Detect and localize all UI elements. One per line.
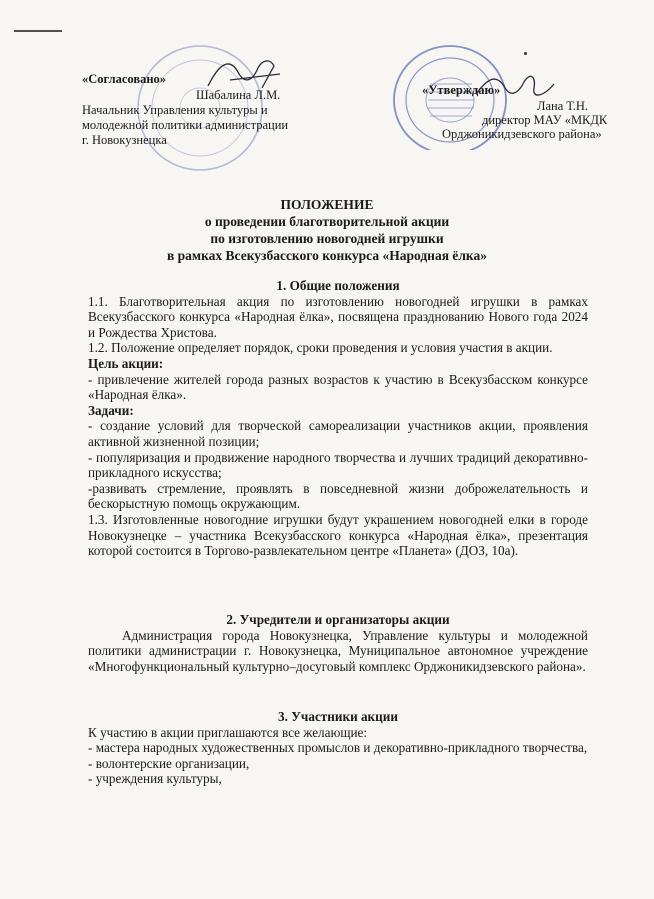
participants-intro: К участию в акции приглашаются все желающие: xyxy=(88,724,368,740)
title-line-2: о проведении благотворительной акции xyxy=(204,214,450,229)
approval-left-signer: Шабалина Л.М. xyxy=(196,88,281,102)
approval-right-position-1: директор МАУ «МКДК xyxy=(482,113,608,127)
scan-artifact-dot xyxy=(524,52,527,55)
goal-text: - привлечение жителей города разных возрастов к участию в Всекузбасском конкурсе «Народная ёлка». xyxy=(88,371,588,403)
section-2 xyxy=(88,612,588,674)
approval-right-signer: Лана Т.Н. xyxy=(537,99,589,113)
title-line-4: в рамках Всекузбасского конкурса «Народная ёлка» xyxy=(166,248,488,263)
participant-item: - мастера народных художественных промыслов и декоративно-прикладного творчества, xyxy=(88,740,588,756)
section-3-heading: 3. Участники акции xyxy=(278,709,398,724)
paragraph-1-3: 1.3. Изготовленные новогодние игрушки будут украшением новогодней елки в городе Новокузнецке – участника Всекузбасского конкурса «Народная ёлка», презентация которой состоится в Торгово-развлекательном центре «Планета» (ДОЗ, 10а). xyxy=(88,511,588,559)
approval-left-position-3: г. Новокузнецка xyxy=(82,133,167,147)
paragraph-1-2: 1.2. Положение определяет порядок, сроки проведения и условия участия в акции. xyxy=(88,340,553,356)
task-item: - создание условий для творческой самореализации участников акции, проявления активной жизненной позиции; xyxy=(88,418,588,449)
task-item: -развивать стремление, проявлять в повседневной жизни доброжелательность и бескорыстную помощь окружающим. xyxy=(88,480,588,512)
approval-left-position-1: Начальник Управления культуры и xyxy=(82,103,268,117)
approval-left-position-2: молодежной политики администрации xyxy=(82,118,289,132)
section-3 xyxy=(88,709,588,787)
task-item: - популяризация и продвижение народного творчества и лучших традиций декоративно-прикладного искусства; xyxy=(88,449,588,481)
title-line-3: по изготовлению новогодней игрушки xyxy=(210,231,444,246)
participant-item: - волонтерские организации, xyxy=(88,755,250,771)
tasks-heading: Задачи: xyxy=(88,402,134,418)
approval-right-label: «Утверждаю» xyxy=(422,83,501,97)
approval-left-label: «Согласовано» xyxy=(82,72,167,86)
section-1-heading: 1. Общие положения xyxy=(276,278,400,293)
paragraph-2-1: Администрация города Новокузнецка, Управление культуры и молодежной политики администрации г. Новокузнецка, Муниципальное автономное учреждение «Многофункциональный культурно–досуговый комплекс Орджоникидзевского района». xyxy=(88,627,588,674)
approval-right-position-2: Орджоникидзевского района» xyxy=(442,127,602,141)
scan-artifact-line xyxy=(14,30,62,32)
section-2-heading: 2. Учредители и организаторы акции xyxy=(226,612,450,627)
participant-item: - учреждения культуры, xyxy=(88,771,222,787)
goal-heading: Цель акции: xyxy=(88,355,164,371)
document-title: ПОЛОЖЕНИЕ xyxy=(280,197,374,212)
paragraph-1-1: 1.1. Благотворительная акция по изготовлению новогодней игрушки в рамках Всекузбасского конкурса «Народная ёлка», посвящена празднованию Нового года 2024 и Рождества Христова. xyxy=(88,293,588,340)
section-1 xyxy=(88,278,588,559)
